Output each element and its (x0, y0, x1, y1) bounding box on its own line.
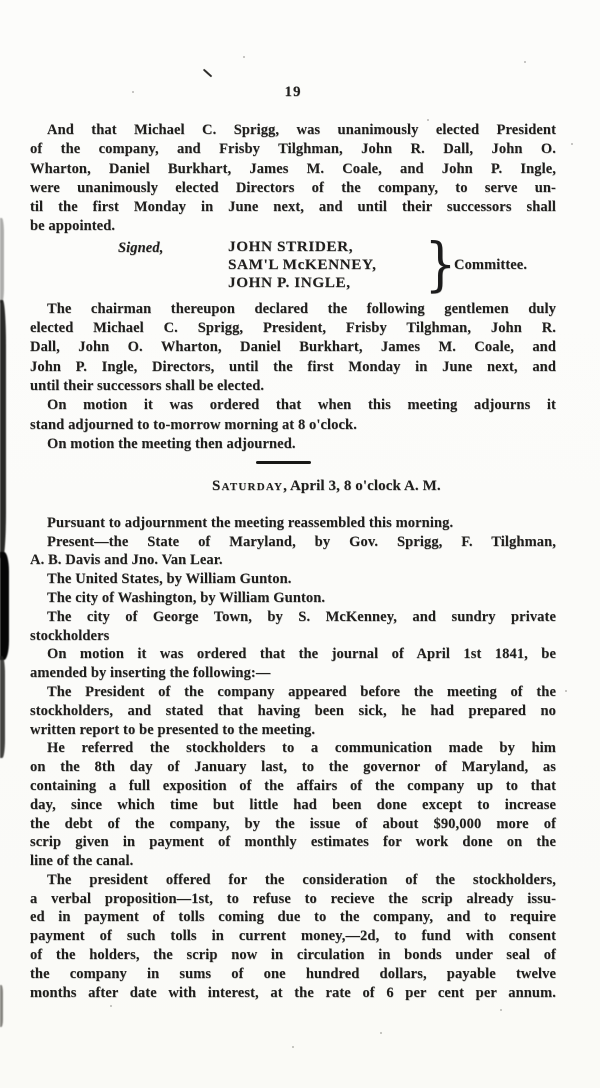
text-line: elected Michael C. Sprigg, President, Frisby Tilghman, John R. (30, 320, 556, 337)
text-line: The president offered for the consideration of the stockholders, (47, 871, 556, 888)
text-line: written report to be presented to the meeting. (30, 721, 316, 738)
text-line: payment of such tolls in current money,—2d, to fund with consent (30, 928, 556, 945)
paragraph-election-result (30, 121, 556, 237)
text-line: On motion the meeting then adjourned. (47, 435, 296, 452)
session-day: Saturday (212, 477, 284, 494)
text-line: of the company, and Frisby Tilghman, John R. Dall, John O. (30, 141, 556, 158)
text-line: The city of George Town, by S. McKenney, and sundry private (47, 608, 556, 625)
ink-speck (110, 1005, 112, 1007)
committee-name: JOHN STRIDER, (228, 237, 354, 255)
text-line: the debt of the company, by the issue of about $90,000 more of (30, 815, 556, 832)
text-line: He referred the stockholders to a communication made by him (47, 740, 556, 757)
paragraph-adjournment-motion (30, 396, 556, 435)
text-line: The President of the company appeared before the meeting of the (47, 683, 556, 700)
text-column (30, 121, 556, 1002)
text-line: the company in sums of one hundred dollars, payable twelve (30, 965, 556, 982)
committee-names (228, 238, 377, 292)
text-line: The city of Washington, by William Gunton. (47, 589, 326, 606)
section-divider-rule (256, 461, 311, 464)
session-datetime: , April 3, 8 o'clock A. M. (283, 477, 441, 494)
brace-glyph: } (424, 229, 457, 298)
scan-gutter-shadow (0, 218, 4, 303)
text-line: Present—the State of Maryland, by Gov. Sprigg, F. Tilghman, (47, 533, 556, 550)
paragraph-chairman-declaration (30, 300, 556, 396)
text-line: Dall, John O. Wharton, Daniel Burkhart, James M. Coale, and (30, 339, 556, 356)
text-line: On motion it was ordered that when this meeting adjourns it (47, 397, 556, 414)
text-line: line of the canal. (30, 853, 134, 870)
paragraph-saturday-session (30, 514, 556, 1003)
ink-speck (565, 690, 567, 692)
text-line: The chairman thereupon declared the following gentlemen duly (47, 300, 556, 317)
page-number: 19 (284, 84, 302, 100)
ink-speck (380, 1032, 382, 1034)
text-line: were unanimously elected Directors of the company, to serve un- (30, 179, 556, 196)
text-line: stockholders (30, 627, 110, 644)
text-line: Wharton, Daniel Burkhart, James M. Coale, and John P. Ingle, (30, 160, 556, 177)
scan-gutter-shadow (0, 656, 5, 758)
text-line: ed in payment of tolls coming due to the company, and to require (30, 909, 556, 926)
text-line: The United States, by William Gunton. (47, 571, 292, 588)
scan-gutter-shadow (0, 552, 9, 660)
signed-label: Signed, (118, 239, 164, 256)
text-line: a verbal proposition—1st, to refuse to recieve the scrip already issu- (30, 890, 556, 907)
text-line: A. B. Davis and Jno. Van Lear. (30, 552, 223, 569)
committee-name: SAM'L McKENNEY, (228, 255, 377, 273)
text-line: on the 8th day of January last, to the governor of Maryland, as (30, 759, 556, 776)
text-line: amended by inserting the following:— (30, 665, 271, 682)
ink-speck (292, 1046, 294, 1048)
text-line: til the first Monday in June next, and until their successors shall (30, 199, 556, 216)
signed-block (30, 229, 556, 298)
committee-label: Committee. (454, 256, 528, 273)
text-line: On motion it was ordered that the journal of April 1st 1841, be (47, 646, 556, 663)
scan-gutter-shadow (0, 985, 3, 1027)
text-line: day, since which time but little had been done except to increase (30, 796, 556, 813)
text-line: be appointed. (30, 218, 116, 235)
text-line: months after date with interest, at the rate of 6 per cent per annum. (30, 984, 556, 1001)
ink-speck (571, 143, 573, 145)
text-line: until their successors shall be elected. (30, 377, 265, 394)
session-heading (212, 476, 556, 496)
ink-speck (500, 1009, 502, 1011)
ink-speck (524, 61, 526, 63)
text-line: scrip given in payment of monthly estimates for work done on the (30, 834, 556, 851)
ink-speck (243, 56, 245, 58)
text-line: stand adjourned to to-morrow morning at 8 o'clock. (30, 416, 357, 433)
text-line: containing a full exposition of the affairs of the company up to that (30, 777, 556, 794)
text-line: stockholders, and stated that having been sick, he had prepared no (30, 702, 556, 719)
text-line: Pursuant to adjournment the meeting reassembled this morning. (47, 514, 454, 531)
text-line: John P. Ingle, Directors, until the first Monday in June next, and (30, 358, 556, 375)
text-line: of the holders, the scrip now in circulation in bonds under seal of (30, 947, 556, 964)
committee-name: JOHN P. INGLE, (228, 273, 351, 291)
scan-gutter-shadow (0, 300, 6, 558)
text-line: And that Michael C. Sprigg, was unanimously elected President (47, 122, 556, 138)
ink-stray-mark (203, 69, 213, 78)
paragraph-adjourned (30, 435, 556, 454)
